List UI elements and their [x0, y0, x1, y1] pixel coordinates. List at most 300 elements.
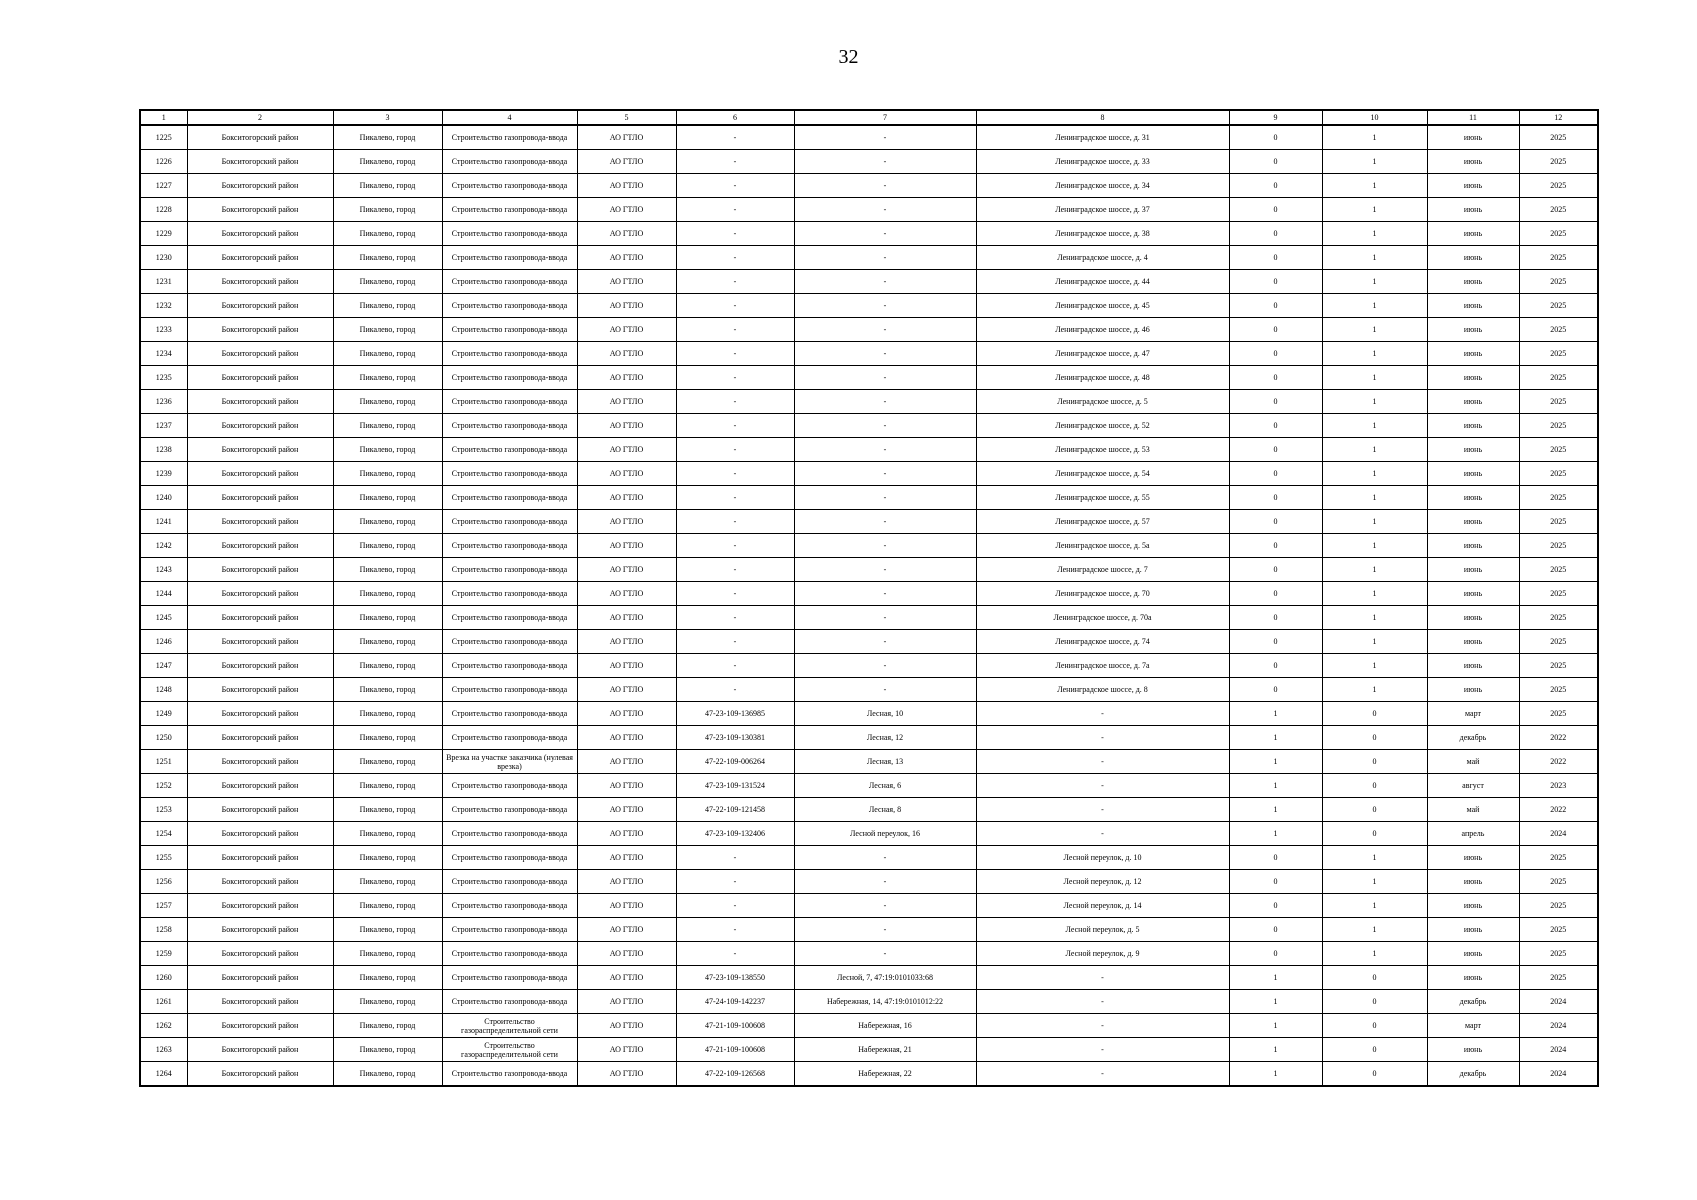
month-cell: июнь	[1427, 438, 1519, 462]
table-row	[140, 510, 1598, 534]
month-cell: май	[1427, 750, 1519, 774]
planned-address-cell: Ленинградское шоссе, д. 8	[976, 678, 1229, 702]
organization-cell: АО ГТЛО	[577, 798, 676, 822]
planned-address-cell: Ленинградское шоссе, д. 74	[976, 630, 1229, 654]
district-cell: Бокситогорский район	[187, 1062, 333, 1087]
work-type-cell: Строительство газопровода-ввода	[442, 534, 577, 558]
district-cell: Бокситогорский район	[187, 918, 333, 942]
application-number-cell: -	[676, 438, 794, 462]
column-header: 5	[577, 110, 676, 125]
object-address-cell: -	[794, 534, 976, 558]
table-row	[140, 438, 1598, 462]
application-number-cell: -	[676, 318, 794, 342]
settlement-cell: Пикалево, город	[333, 318, 442, 342]
organization-cell: АО ГТЛО	[577, 558, 676, 582]
count-planned-cell: 1	[1322, 846, 1427, 870]
year-cell: 2022	[1519, 726, 1598, 750]
object-address-cell: -	[794, 438, 976, 462]
object-address-cell: -	[794, 630, 976, 654]
year-cell: 2025	[1519, 942, 1598, 966]
year-cell: 2025	[1519, 510, 1598, 534]
work-type-cell: Строительство газопровода-ввода	[442, 342, 577, 366]
settlement-cell: Пикалево, город	[333, 174, 442, 198]
organization-cell: АО ГТЛО	[577, 918, 676, 942]
count-contracted-cell: 0	[1229, 366, 1322, 390]
organization-cell: АО ГТЛО	[577, 366, 676, 390]
row-number-cell: 1237	[140, 414, 187, 438]
settlement-cell: Пикалево, город	[333, 894, 442, 918]
column-header: 4	[442, 110, 577, 125]
count-contracted-cell: 0	[1229, 294, 1322, 318]
settlement-cell: Пикалево, город	[333, 654, 442, 678]
work-type-cell: Строительство газопровода-ввода	[442, 438, 577, 462]
row-number-cell: 1257	[140, 894, 187, 918]
organization-cell: АО ГТЛО	[577, 486, 676, 510]
planned-address-cell: -	[976, 750, 1229, 774]
organization-cell: АО ГТЛО	[577, 774, 676, 798]
year-cell: 2025	[1519, 462, 1598, 486]
month-cell: июнь	[1427, 414, 1519, 438]
planned-address-cell: Ленинградское шоссе, д. 48	[976, 366, 1229, 390]
settlement-cell: Пикалево, город	[333, 798, 442, 822]
district-cell: Бокситогорский район	[187, 990, 333, 1014]
count-planned-cell: 0	[1322, 822, 1427, 846]
row-number-cell: 1259	[140, 942, 187, 966]
count-planned-cell: 1	[1322, 678, 1427, 702]
row-number-cell: 1230	[140, 246, 187, 270]
month-cell: июнь	[1427, 366, 1519, 390]
row-number-cell: 1225	[140, 125, 187, 150]
object-address-cell: -	[794, 294, 976, 318]
table-row	[140, 294, 1598, 318]
count-planned-cell: 1	[1322, 510, 1427, 534]
application-number-cell: -	[676, 270, 794, 294]
object-address-cell: -	[794, 606, 976, 630]
planned-address-cell: Ленинградское шоссе, д. 5а	[976, 534, 1229, 558]
row-number-cell: 1261	[140, 990, 187, 1014]
table-row	[140, 702, 1598, 726]
count-planned-cell: 1	[1322, 318, 1427, 342]
object-address-cell: -	[794, 510, 976, 534]
settlement-cell: Пикалево, город	[333, 726, 442, 750]
month-cell: июнь	[1427, 606, 1519, 630]
row-number-cell: 1249	[140, 702, 187, 726]
organization-cell: АО ГТЛО	[577, 654, 676, 678]
count-planned-cell: 0	[1322, 702, 1427, 726]
table-row	[140, 1062, 1598, 1087]
district-cell: Бокситогорский район	[187, 654, 333, 678]
organization-cell: АО ГТЛО	[577, 414, 676, 438]
table-row	[140, 942, 1598, 966]
work-type-cell: Строительство газопровода-ввода	[442, 462, 577, 486]
month-cell: июнь	[1427, 294, 1519, 318]
table-row	[140, 774, 1598, 798]
object-address-cell: -	[794, 558, 976, 582]
object-address-cell: Лесная, 12	[794, 726, 976, 750]
application-number-cell: 47-23-109-131524	[676, 774, 794, 798]
settlement-cell: Пикалево, город	[333, 918, 442, 942]
year-cell: 2025	[1519, 678, 1598, 702]
table-row	[140, 870, 1598, 894]
month-cell: июнь	[1427, 486, 1519, 510]
planned-address-cell: -	[976, 1014, 1229, 1038]
application-number-cell: -	[676, 342, 794, 366]
column-header: 6	[676, 110, 794, 125]
settlement-cell: Пикалево, город	[333, 966, 442, 990]
count-contracted-cell: 1	[1229, 990, 1322, 1014]
month-cell: декабрь	[1427, 1062, 1519, 1087]
organization-cell: АО ГТЛО	[577, 198, 676, 222]
month-cell: июнь	[1427, 1038, 1519, 1062]
count-contracted-cell: 0	[1229, 486, 1322, 510]
district-cell: Бокситогорский район	[187, 150, 333, 174]
district-cell: Бокситогорский район	[187, 606, 333, 630]
month-cell: июнь	[1427, 390, 1519, 414]
count-planned-cell: 1	[1322, 366, 1427, 390]
settlement-cell: Пикалево, город	[333, 1038, 442, 1062]
object-address-cell: -	[794, 486, 976, 510]
column-header: 2	[187, 110, 333, 125]
settlement-cell: Пикалево, город	[333, 534, 442, 558]
work-type-cell: Строительство газопровода-ввода	[442, 150, 577, 174]
object-address-cell: -	[794, 270, 976, 294]
month-cell: июнь	[1427, 318, 1519, 342]
settlement-cell: Пикалево, город	[333, 510, 442, 534]
district-cell: Бокситогорский район	[187, 678, 333, 702]
object-address-cell: Набережная, 22	[794, 1062, 976, 1087]
organization-cell: АО ГТЛО	[577, 942, 676, 966]
object-address-cell: -	[794, 150, 976, 174]
object-address-cell: -	[794, 174, 976, 198]
count-planned-cell: 1	[1322, 342, 1427, 366]
application-number-cell: 47-22-109-006264	[676, 750, 794, 774]
year-cell: 2025	[1519, 702, 1598, 726]
object-address-cell: -	[794, 246, 976, 270]
application-number-cell: -	[676, 246, 794, 270]
table-row	[140, 318, 1598, 342]
object-address-cell: Набережная, 21	[794, 1038, 976, 1062]
year-cell: 2025	[1519, 246, 1598, 270]
month-cell: июнь	[1427, 654, 1519, 678]
application-number-cell: 47-21-109-100608	[676, 1038, 794, 1062]
organization-cell: АО ГТЛО	[577, 990, 676, 1014]
year-cell: 2025	[1519, 846, 1598, 870]
object-address-cell: Лесная, 13	[794, 750, 976, 774]
planned-address-cell: Ленинградское шоссе, д. 34	[976, 174, 1229, 198]
table-row	[140, 462, 1598, 486]
count-planned-cell: 1	[1322, 582, 1427, 606]
settlement-cell: Пикалево, город	[333, 990, 442, 1014]
count-planned-cell: 1	[1322, 942, 1427, 966]
row-number-cell: 1241	[140, 510, 187, 534]
district-cell: Бокситогорский район	[187, 558, 333, 582]
planned-address-cell: Лесной переулок, д. 5	[976, 918, 1229, 942]
settlement-cell: Пикалево, город	[333, 125, 442, 150]
organization-cell: АО ГТЛО	[577, 125, 676, 150]
year-cell: 2024	[1519, 1014, 1598, 1038]
organization-cell: АО ГТЛО	[577, 870, 676, 894]
work-type-cell: Строительство газопровода-ввода	[442, 558, 577, 582]
count-contracted-cell: 1	[1229, 822, 1322, 846]
organization-cell: АО ГТЛО	[577, 294, 676, 318]
count-planned-cell: 1	[1322, 606, 1427, 630]
settlement-cell: Пикалево, город	[333, 942, 442, 966]
district-cell: Бокситогорский район	[187, 438, 333, 462]
application-number-cell: -	[676, 942, 794, 966]
district-cell: Бокситогорский район	[187, 198, 333, 222]
table-header	[140, 110, 1598, 125]
work-type-cell: Строительство газопровода-ввода	[442, 966, 577, 990]
planned-address-cell: -	[976, 822, 1229, 846]
application-number-cell: -	[676, 366, 794, 390]
month-cell: июнь	[1427, 150, 1519, 174]
table-row	[140, 414, 1598, 438]
planned-address-cell: -	[976, 966, 1229, 990]
year-cell: 2025	[1519, 125, 1598, 150]
application-number-cell: -	[676, 198, 794, 222]
row-number-cell: 1260	[140, 966, 187, 990]
district-cell: Бокситогорский район	[187, 1038, 333, 1062]
work-type-cell: Строительство газораспределительной сети	[442, 1038, 577, 1062]
organization-cell: АО ГТЛО	[577, 822, 676, 846]
application-number-cell: -	[676, 486, 794, 510]
year-cell: 2025	[1519, 198, 1598, 222]
count-planned-cell: 0	[1322, 774, 1427, 798]
row-number-cell: 1226	[140, 150, 187, 174]
application-number-cell: -	[676, 294, 794, 318]
object-address-cell: -	[794, 366, 976, 390]
row-number-cell: 1242	[140, 534, 187, 558]
row-number-cell: 1246	[140, 630, 187, 654]
month-cell: июнь	[1427, 342, 1519, 366]
month-cell: июнь	[1427, 942, 1519, 966]
year-cell: 2025	[1519, 894, 1598, 918]
organization-cell: АО ГТЛО	[577, 1014, 676, 1038]
count-contracted-cell: 1	[1229, 1062, 1322, 1087]
row-number-cell: 1236	[140, 390, 187, 414]
planned-address-cell: Лесной переулок, д. 10	[976, 846, 1229, 870]
district-cell: Бокситогорский район	[187, 846, 333, 870]
work-type-cell: Строительство газопровода-ввода	[442, 318, 577, 342]
application-number-cell: -	[676, 558, 794, 582]
district-cell: Бокситогорский район	[187, 366, 333, 390]
planned-address-cell: Ленинградское шоссе, д. 7	[976, 558, 1229, 582]
planned-address-cell: -	[976, 798, 1229, 822]
count-planned-cell: 1	[1322, 222, 1427, 246]
application-number-cell: -	[676, 870, 794, 894]
count-planned-cell: 1	[1322, 414, 1427, 438]
table-row	[140, 558, 1598, 582]
table-row	[140, 150, 1598, 174]
table-row	[140, 918, 1598, 942]
row-number-cell: 1247	[140, 654, 187, 678]
settlement-cell: Пикалево, город	[333, 606, 442, 630]
row-number-cell: 1262	[140, 1014, 187, 1038]
count-planned-cell: 1	[1322, 870, 1427, 894]
district-cell: Бокситогорский район	[187, 630, 333, 654]
settlement-cell: Пикалево, город	[333, 846, 442, 870]
count-planned-cell: 1	[1322, 654, 1427, 678]
application-number-cell: -	[676, 510, 794, 534]
work-type-cell: Строительство газораспределительной сети	[442, 1014, 577, 1038]
work-type-cell: Строительство газопровода-ввода	[442, 942, 577, 966]
row-number-cell: 1240	[140, 486, 187, 510]
settlement-cell: Пикалево, город	[333, 822, 442, 846]
planned-address-cell: Лесной переулок, д. 14	[976, 894, 1229, 918]
year-cell: 2025	[1519, 630, 1598, 654]
row-number-cell: 1253	[140, 798, 187, 822]
planned-address-cell: -	[976, 1062, 1229, 1087]
count-contracted-cell: 0	[1229, 510, 1322, 534]
count-contracted-cell: 1	[1229, 750, 1322, 774]
organization-cell: АО ГТЛО	[577, 174, 676, 198]
row-number-cell: 1255	[140, 846, 187, 870]
table-row	[140, 630, 1598, 654]
planned-address-cell: -	[976, 726, 1229, 750]
year-cell: 2025	[1519, 150, 1598, 174]
organization-cell: АО ГТЛО	[577, 966, 676, 990]
district-cell: Бокситогорский район	[187, 582, 333, 606]
table-row	[140, 534, 1598, 558]
table-row	[140, 1038, 1598, 1062]
application-number-cell: 47-23-109-130381	[676, 726, 794, 750]
month-cell: июнь	[1427, 462, 1519, 486]
month-cell: июнь	[1427, 966, 1519, 990]
month-cell: июнь	[1427, 870, 1519, 894]
planned-address-cell: Ленинградское шоссе, д. 46	[976, 318, 1229, 342]
organization-cell: АО ГТЛО	[577, 246, 676, 270]
month-cell: июнь	[1427, 558, 1519, 582]
work-type-cell: Строительство газопровода-ввода	[442, 246, 577, 270]
work-type-cell: Строительство газопровода-ввода	[442, 846, 577, 870]
work-type-cell: Строительство газопровода-ввода	[442, 582, 577, 606]
month-cell: июнь	[1427, 246, 1519, 270]
column-header: 7	[794, 110, 976, 125]
count-contracted-cell: 0	[1229, 222, 1322, 246]
row-number-cell: 1250	[140, 726, 187, 750]
column-header: 3	[333, 110, 442, 125]
table-row	[140, 894, 1598, 918]
planned-address-cell: Ленинградское шоссе, д. 31	[976, 125, 1229, 150]
planned-address-cell: Ленинградское шоссе, д. 44	[976, 270, 1229, 294]
month-cell: декабрь	[1427, 990, 1519, 1014]
work-type-cell: Строительство газопровода-ввода	[442, 702, 577, 726]
work-type-cell: Строительство газопровода-ввода	[442, 366, 577, 390]
count-planned-cell: 1	[1322, 246, 1427, 270]
object-address-cell: Лесная, 8	[794, 798, 976, 822]
count-contracted-cell: 0	[1229, 870, 1322, 894]
count-contracted-cell: 0	[1229, 318, 1322, 342]
year-cell: 2025	[1519, 390, 1598, 414]
planned-address-cell: Ленинградское шоссе, д. 5	[976, 390, 1229, 414]
count-contracted-cell: 0	[1229, 894, 1322, 918]
district-cell: Бокситогорский район	[187, 342, 333, 366]
application-number-cell: -	[676, 390, 794, 414]
table-row	[140, 1014, 1598, 1038]
organization-cell: АО ГТЛО	[577, 534, 676, 558]
object-address-cell: -	[794, 942, 976, 966]
district-cell: Бокситогорский район	[187, 774, 333, 798]
work-type-cell: Строительство газопровода-ввода	[442, 198, 577, 222]
application-number-cell: -	[676, 894, 794, 918]
district-cell: Бокситогорский район	[187, 125, 333, 150]
application-number-cell: 47-22-109-121458	[676, 798, 794, 822]
count-contracted-cell: 1	[1229, 726, 1322, 750]
month-cell: июнь	[1427, 894, 1519, 918]
organization-cell: АО ГТЛО	[577, 438, 676, 462]
row-number-cell: 1245	[140, 606, 187, 630]
column-header: 1	[140, 110, 187, 125]
row-number-cell: 1229	[140, 222, 187, 246]
count-contracted-cell: 0	[1229, 438, 1322, 462]
work-type-cell: Строительство газопровода-ввода	[442, 606, 577, 630]
application-number-cell: 47-23-109-136985	[676, 702, 794, 726]
row-number-cell: 1233	[140, 318, 187, 342]
work-type-cell: Строительство газопровода-ввода	[442, 990, 577, 1014]
count-contracted-cell: 0	[1229, 125, 1322, 150]
planned-address-cell: Ленинградское шоссе, д. 70а	[976, 606, 1229, 630]
year-cell: 2025	[1519, 654, 1598, 678]
count-planned-cell: 1	[1322, 486, 1427, 510]
organization-cell: АО ГТЛО	[577, 150, 676, 174]
application-number-cell: 47-23-109-132406	[676, 822, 794, 846]
organization-cell: АО ГТЛО	[577, 630, 676, 654]
month-cell: июнь	[1427, 678, 1519, 702]
district-cell: Бокситогорский район	[187, 414, 333, 438]
organization-cell: АО ГТЛО	[577, 1038, 676, 1062]
column-header: 10	[1322, 110, 1427, 125]
object-address-cell: -	[794, 318, 976, 342]
count-contracted-cell: 1	[1229, 1014, 1322, 1038]
application-number-cell: -	[676, 462, 794, 486]
count-contracted-cell: 0	[1229, 270, 1322, 294]
district-cell: Бокситогорский район	[187, 462, 333, 486]
count-planned-cell: 0	[1322, 1062, 1427, 1087]
year-cell: 2025	[1519, 366, 1598, 390]
planned-address-cell: Ленинградское шоссе, д. 37	[976, 198, 1229, 222]
work-type-cell: Строительство газопровода-ввода	[442, 654, 577, 678]
settlement-cell: Пикалево, город	[333, 390, 442, 414]
planned-address-cell: Ленинградское шоссе, д. 7а	[976, 654, 1229, 678]
application-number-cell: -	[676, 678, 794, 702]
application-number-cell: 47-23-109-138550	[676, 966, 794, 990]
count-planned-cell: 1	[1322, 270, 1427, 294]
count-contracted-cell: 0	[1229, 414, 1322, 438]
work-type-cell: Строительство газопровода-ввода	[442, 174, 577, 198]
year-cell: 2025	[1519, 270, 1598, 294]
count-planned-cell: 1	[1322, 894, 1427, 918]
year-cell: 2024	[1519, 1038, 1598, 1062]
work-type-cell: Врезка на участке заказчика (нулевая врезка)	[442, 750, 577, 774]
application-number-cell: -	[676, 414, 794, 438]
object-address-cell: -	[794, 678, 976, 702]
work-type-cell: Строительство газопровода-ввода	[442, 798, 577, 822]
object-address-cell: -	[794, 462, 976, 486]
count-planned-cell: 1	[1322, 462, 1427, 486]
planned-address-cell: Ленинградское шоссе, д. 55	[976, 486, 1229, 510]
month-cell: июнь	[1427, 174, 1519, 198]
row-number-cell: 1263	[140, 1038, 187, 1062]
object-address-cell: -	[794, 222, 976, 246]
month-cell: июнь	[1427, 534, 1519, 558]
table-row	[140, 390, 1598, 414]
planned-address-cell: Ленинградское шоссе, д. 45	[976, 294, 1229, 318]
month-cell: июнь	[1427, 582, 1519, 606]
month-cell: июнь	[1427, 270, 1519, 294]
object-address-cell: Лесной, 7, 47:19:0101033:68	[794, 966, 976, 990]
planned-address-cell: Ленинградское шоссе, д. 57	[976, 510, 1229, 534]
organization-cell: АО ГТЛО	[577, 1062, 676, 1087]
